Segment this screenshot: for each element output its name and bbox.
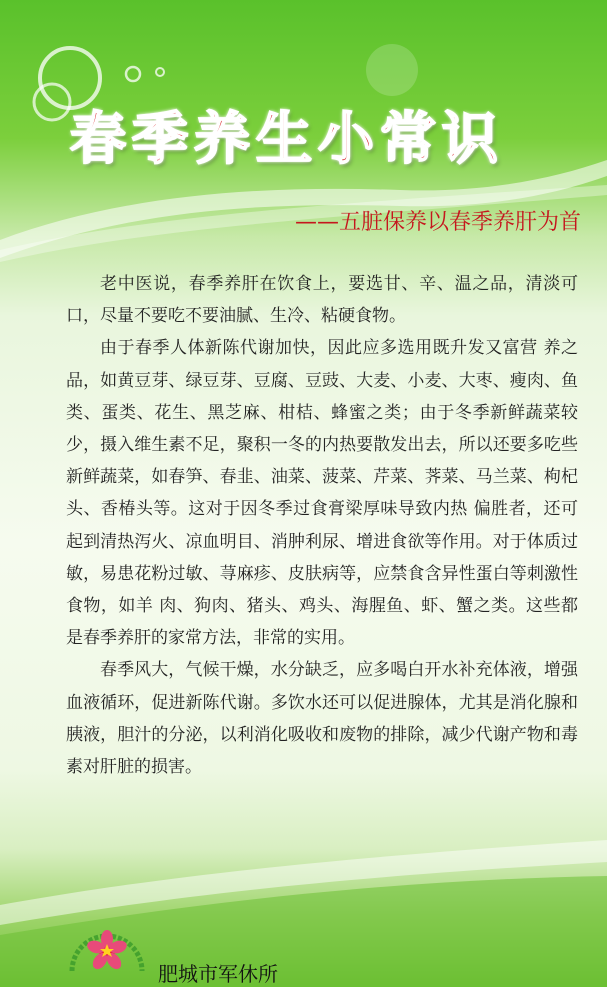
bubble-small-icon <box>126 67 140 81</box>
paragraph-2: 由于春季人体新陈代谢加快，因此应多选用既升发又富营 养之品，如黄豆芽、绿豆芽、豆腐、豆豉、大麦、小麦、大枣、瘦肉、鱼类、蛋类、花生、黑芝麻、柑桔、蜂蜜之类；由于冬季新鲜蔬菜较少，摄入维生素不足，聚积一冬的内热要散发出去，所以还要多吃些新鲜蔬菜，如春笋、春韭、油菜、菠菜、芹菜、荠菜、马兰菜、枸杞头、香椿头等。这对于因冬季过食膏梁厚味导致内热 偏胜者，还可起到清热泻火、凉血明目、消肿利尿、增进食欲等作用。对于体质过敏，易患花粉过敏、荨麻疹、皮肤病等，应禁食含异性蛋白等刺激性食物，如羊 肉、狗肉、猪头、鸡头、海腥鱼、虾、蟹之类。这些都是春季养肝的家常方法，非常的实用。 <box>66 338 578 649</box>
organization-name: 肥城市军休所 <box>158 962 278 986</box>
sparkle-icon <box>366 44 418 96</box>
page-subtitle: ——五脏保养以春季养肝为首 <box>294 210 581 235</box>
page-title: 春季养生小常识 <box>70 107 504 172</box>
bubble-tiny-icon <box>156 68 164 76</box>
article-body <box>66 268 578 783</box>
paragraph-3: 春季风大，气候干燥，水分缺乏，应多喝白开水补充体液，增强血液循环，促进新陈代谢。多饮水还可以促进腺体，尤其是消化腺和胰液，胆汁的分泌，以利消化吸收和废物的排除，减少代谢产物和毒素对肝脏的损害。 <box>66 660 578 778</box>
paragraph-1: 老中医说，春季养肝在饮食上，要选甘、辛、温之品，清淡可口，尽量不要吃不要油腻、生冷、粘硬食物。 <box>66 274 578 327</box>
organization-logo-icon <box>62 925 152 983</box>
